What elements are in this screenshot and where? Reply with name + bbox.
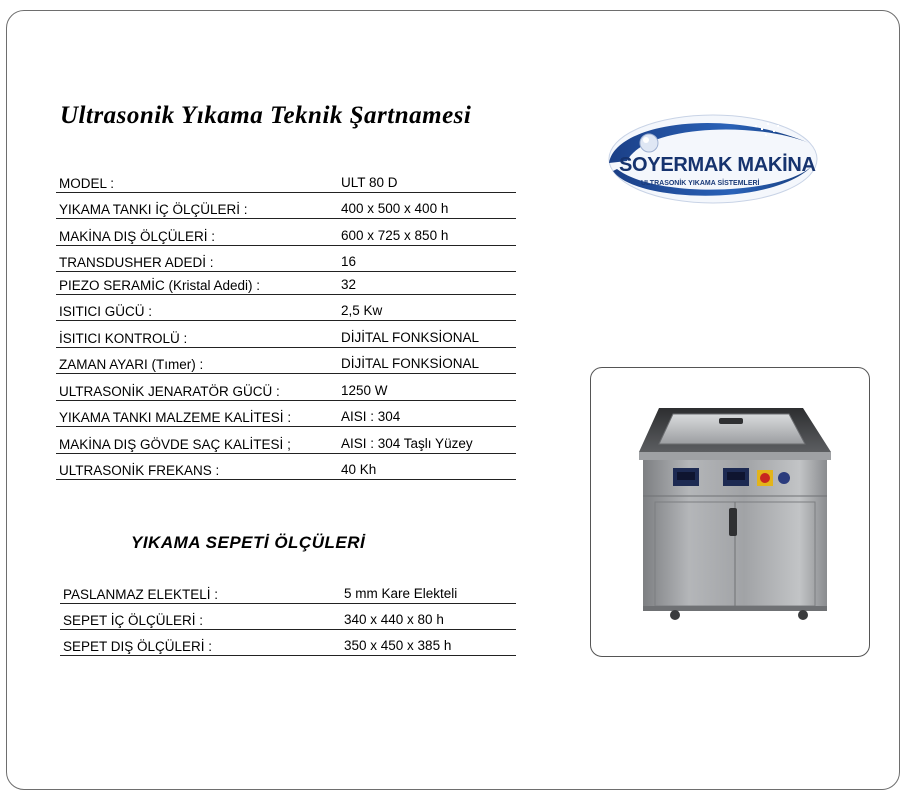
basket-spec-label: SEPET DIŞ ÖLÇÜLERİ : (63, 639, 213, 654)
spec-value: 400 x 500 x 400 h (341, 201, 449, 216)
spec-row (56, 374, 516, 401)
spec-value: 1250 W (341, 382, 388, 398)
machine-photo-illustration (591, 368, 869, 656)
spec-row (56, 193, 516, 220)
company-logo (605, 103, 820, 208)
spec-value: 600 x 725 x 850 h (341, 227, 449, 243)
spec-label: ISITICI GÜCÜ : (59, 304, 153, 319)
spec-label: MAKİNA DIŞ GÖVDE SAÇ KALİTESİ ; (59, 436, 291, 452)
basket-spec-label: SEPET İÇ ÖLÇÜLERİ : (63, 613, 204, 628)
basket-spec-label: PASLANMAZ ELEKTELİ : (63, 587, 219, 602)
spec-row (56, 348, 516, 375)
spec-value: ULT 80 D (341, 174, 398, 190)
basket-spec-value: 5 mm Kare Elekteli (344, 586, 458, 601)
machine-photo-frame (590, 367, 870, 657)
spec-value: AISI : 304 (341, 409, 401, 424)
spec-value: DİJİTAL FONKSİONAL (341, 329, 480, 345)
document-title: Ultrasonik Yıkama Teknik Şartnamesi (60, 102, 472, 129)
basket-spec-row (60, 578, 516, 604)
spec-row (56, 219, 516, 246)
logo-company-name: SOYERMAK MAKİNA (619, 154, 816, 176)
spec-label: MAKİNA DIŞ ÖLÇÜLERİ : (59, 228, 216, 244)
spec-value: DİJİTAL FONKSİONAL (341, 356, 480, 371)
basket-spec-row (60, 630, 516, 656)
basket-spec-value: 340 x 440 x 80 h (344, 612, 444, 627)
spec-row (56, 454, 516, 481)
spec-row (56, 295, 516, 322)
spec-label: ULTRASONİK JENARATÖR GÜCÜ : (59, 383, 280, 399)
spec-label: PIEZO SERAMİC (Kristal Adedi) : (59, 277, 261, 293)
spec-row (56, 321, 516, 348)
spec-label: YIKAMA TANKI MALZEME KALİTESİ : (59, 410, 292, 425)
spec-label: İSITICI KONTROLÜ : (59, 330, 188, 346)
basket-spec-row (60, 604, 516, 630)
spec-table (56, 166, 516, 480)
spec-row (56, 166, 516, 193)
spec-row (56, 427, 516, 454)
spec-value: 40 Kh (341, 462, 377, 477)
basket-section-title: YIKAMA SEPETİ ÖLÇÜLERİ (131, 533, 366, 552)
spec-value: 32 (341, 276, 357, 292)
spec-label: ZAMAN AYARI (Tımer) : (59, 357, 204, 372)
spec-label: YIKAMA TANKI İÇ ÖLÇÜLERİ : (59, 202, 248, 217)
spec-row (56, 272, 516, 295)
spec-label: TRANSDUSHER ADEDİ : (59, 254, 214, 270)
spec-label: MODEL : (59, 175, 115, 191)
spec-row (56, 246, 516, 272)
basket-spec-value: 350 x 450 x 385 h (344, 638, 452, 653)
spec-value: AISI : 304 Taşlı Yüzey (341, 435, 473, 451)
basket-spec-table (60, 578, 516, 656)
spec-value: 2,5 Kw (341, 303, 383, 318)
spec-row (56, 401, 516, 428)
spec-label: ULTRASONİK FREKANS : (59, 463, 220, 478)
logo-tagline: ULTRASONİK YIKAMA SİSTEMLERİ (641, 180, 760, 187)
spec-value: 16 (341, 253, 357, 269)
